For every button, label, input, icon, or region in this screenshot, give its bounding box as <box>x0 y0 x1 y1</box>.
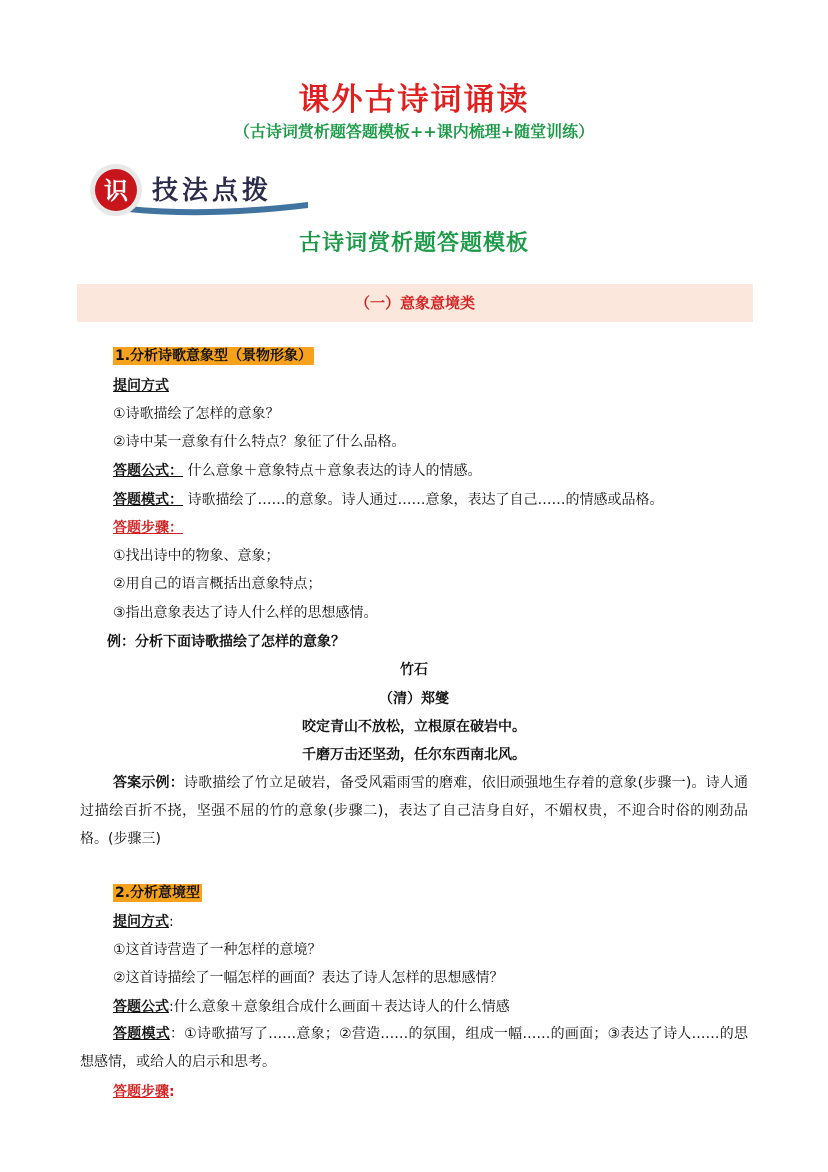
mode-text: ：①诗歌描写了……意象；②营造……的氛围，组成一幅……的画面；③表达了诗人……的思想感情，或给人的启示和思考。 <box>80 1026 748 1070</box>
part1-step1: ①找出诗中的物象、意象； <box>113 548 280 564</box>
section-title: 古诗词赏析题答题模板 <box>298 230 529 256</box>
formula-label: 答题公式： <box>113 463 183 479</box>
part2-heading-text: 2.分析意境型 <box>115 885 201 901</box>
part2-steps-label: 答题步骤: <box>113 1084 175 1100</box>
answer-example <box>80 769 748 853</box>
poem-line-1: 咬定青山不放松，立根原在破岩中。 <box>302 719 526 735</box>
formula-text: 什么意象＋意象特点＋意象表达的诗人的情感。 <box>183 463 482 479</box>
mode-text: 诗歌描绘了……的意象。诗人通过……意象，表达了自己……的情感或品格。 <box>183 492 664 508</box>
answer-label: 答案示例： <box>113 775 184 791</box>
formula-text: :什么意象＋意象组合成什么画面＋表达诗人的什么情感 <box>169 999 510 1015</box>
answer-text: 诗歌描绘了竹立足破岩，备受风霜雨雪的磨难，依旧顽强地生存着的意象(步骤一)。诗人通过描绘百折不挠，坚强不屈的竹的意象(步骤二)，表达了自己洁身自好，不媚权贵，不迎合时俗的刚劲品格。(步骤三) <box>80 775 749 847</box>
formula-label: 答题公式 <box>113 999 169 1015</box>
part2-mode <box>80 1020 748 1076</box>
part2-formula <box>113 997 510 1017</box>
poem-title: 竹石 <box>400 662 428 678</box>
part2-q2: ②这首诗描绘了一幅怎样的画面？表达了诗人怎样的思想感情？ <box>113 970 504 986</box>
logo-glyph: 识 <box>104 176 128 205</box>
poem-author: （清）郑燮 <box>379 691 449 707</box>
part1-mode <box>113 490 663 510</box>
part1-question-label: 提问方式 <box>113 378 169 394</box>
part1-q2: ②诗中某一意象有什么特点？象征了什么品格。 <box>113 434 406 450</box>
part1-step2: ②用自己的语言概括出意象特点； <box>113 576 322 592</box>
part1-heading <box>113 346 314 366</box>
logo-text: 技法点拨 <box>152 176 273 206</box>
part1-q1: ①诗歌描绘了怎样的意象？ <box>113 406 280 422</box>
category-banner: （一）意象意境类 <box>77 284 753 322</box>
mode-label: 答题模式 <box>113 1026 170 1042</box>
part1-formula <box>113 461 481 481</box>
part2-q1: ①这首诗营造了一种怎样的意境？ <box>113 942 322 958</box>
part2-heading <box>113 883 202 903</box>
poem-line-2: 千磨万击还坚劲，任尔东西南北风。 <box>302 747 526 763</box>
part1-steps-label: 答题步骤： <box>113 520 183 536</box>
page-title: 课外古诗词诵读 <box>298 82 530 118</box>
mode-label: 答题模式： <box>113 492 183 508</box>
part2-question-label: 提问方式: <box>113 914 174 930</box>
part1-heading-text: 1.分析诗歌意象型（景物形象） <box>115 348 313 364</box>
page-subtitle: （古诗词赏析题答题模板++课内梳理+随堂训练） <box>233 122 595 141</box>
example-question: 例：分析下面诗歌描绘了怎样的意象？ <box>107 634 345 650</box>
part1-step3: ③指出意象表达了诗人什么样的思想感情。 <box>113 605 378 621</box>
